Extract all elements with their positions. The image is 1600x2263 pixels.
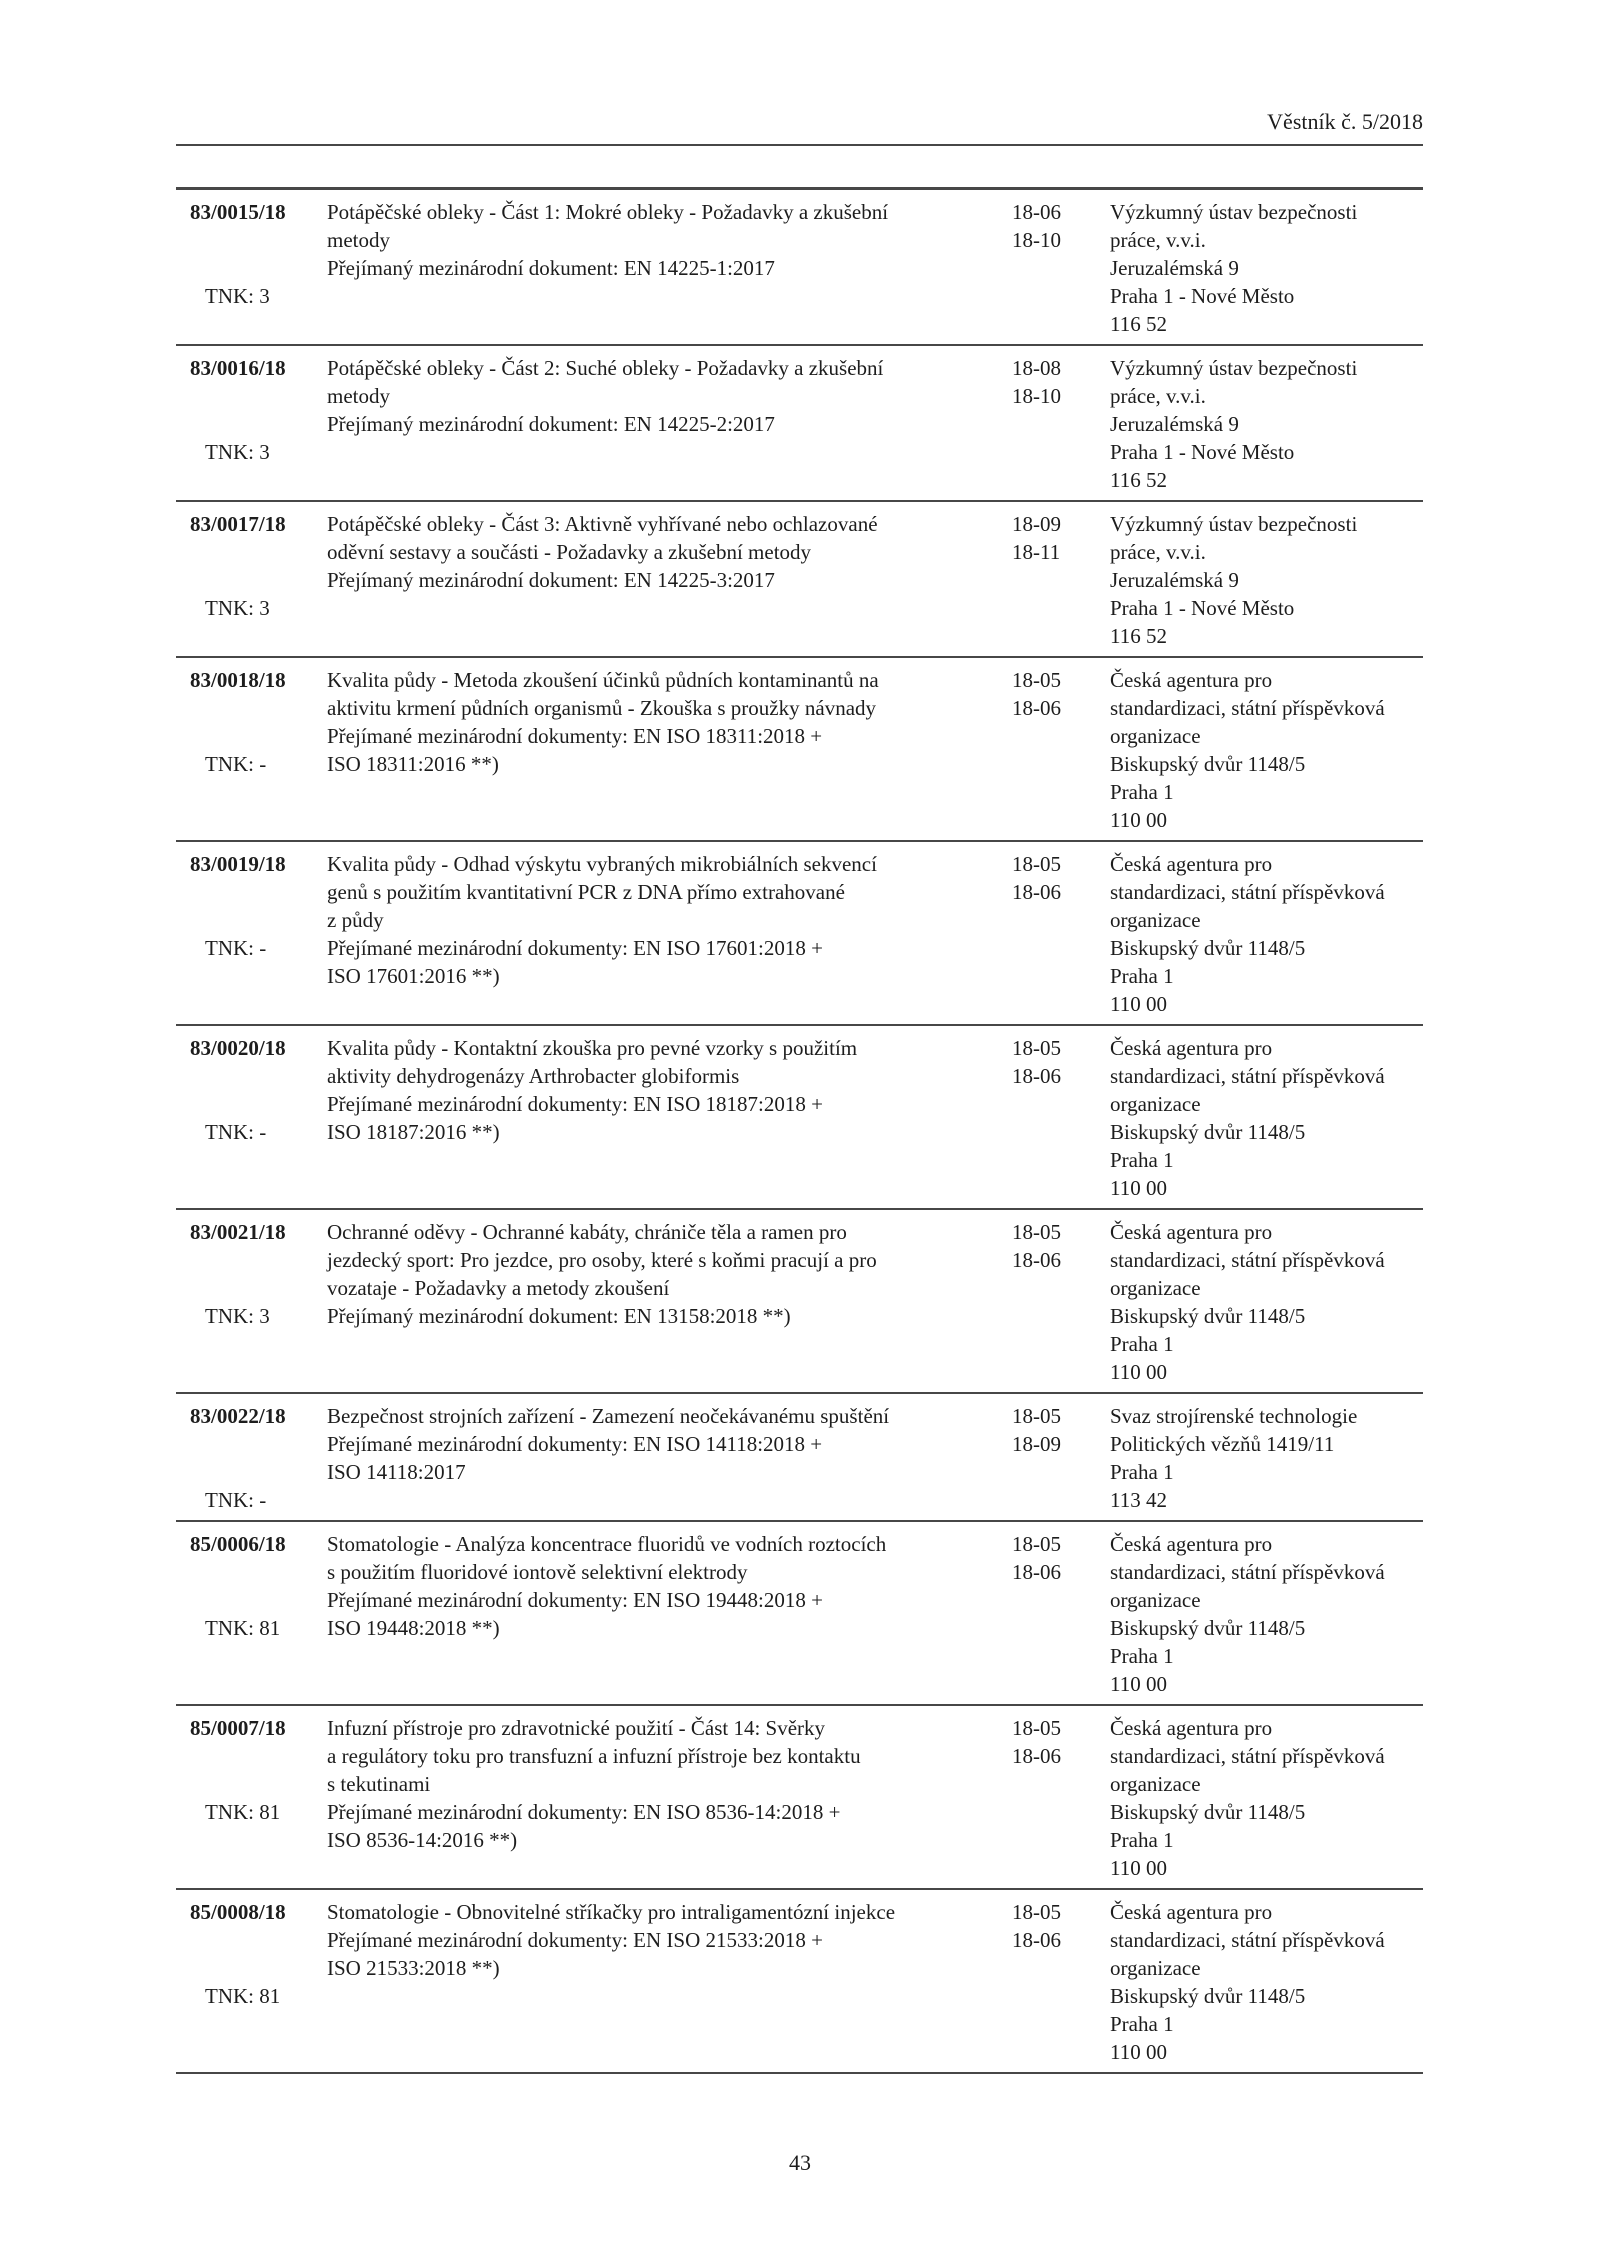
- description-line: aktivity dehydrogenázy Arthrobacter globiformis: [327, 1064, 740, 1088]
- organization-line: 110 00: [1110, 2040, 1167, 2064]
- organization-line: 110 00: [1110, 1672, 1167, 1696]
- description-line: oděvní sestavy a součásti - Požadavky a zkušební metody: [327, 540, 812, 564]
- organization-line: 110 00: [1110, 1176, 1167, 1200]
- organization-line: organizace: [1110, 908, 1201, 932]
- description-line: ISO 19448:2018 **): [327, 1616, 500, 1640]
- date-line: 18-06: [1012, 1744, 1061, 1768]
- description-line: metody: [327, 384, 390, 408]
- date-line: 18-09: [1012, 512, 1061, 536]
- standard-number: 83/0020/18: [190, 1036, 286, 1060]
- organization-line: Biskupský dvůr 1148/5: [1110, 1616, 1306, 1640]
- page-header-title: Věstník č. 5/2018: [1267, 109, 1423, 134]
- description-line: Přejímané mezinárodní dokumenty: EN ISO 14118:2018 +: [327, 1432, 823, 1456]
- organization-line: Praha 1 - Nové Město: [1110, 596, 1295, 620]
- description-line: Infuzní přístroje pro zdravotnické použití - Část 14: Svěrky: [327, 1716, 826, 1740]
- table-row: [176, 502, 1423, 658]
- organization-line: Výzkumný ústav bezpečnosti: [1110, 356, 1358, 380]
- table-row: [176, 1210, 1423, 1394]
- standard-description: [327, 1530, 1012, 1698]
- tnk-label: TNK: -: [205, 1488, 267, 1512]
- table-row: [176, 1706, 1423, 1890]
- date-line: 18-06: [1012, 696, 1061, 720]
- date-line: 18-06: [1012, 1064, 1061, 1088]
- description-line: ISO 17601:2016 **): [327, 964, 500, 988]
- standard-number: 83/0015/18: [190, 200, 286, 224]
- organization-line: Praha 1: [1110, 1332, 1174, 1356]
- description-line: aktivitu krmení půdních organismů - Zkouška s proužky návnady: [327, 696, 877, 720]
- description-line: Přejímané mezinárodní dokumenty: EN ISO 21533:2018 +: [327, 1928, 823, 1952]
- organization-line: Praha 1: [1110, 1828, 1174, 1852]
- dates-cell: [1012, 1034, 1110, 1202]
- description-line: Přejímaný mezinárodní dokument: EN 14225-1:2017: [327, 256, 775, 280]
- standard-number: 83/0017/18: [190, 512, 286, 536]
- table-row: [176, 1394, 1423, 1522]
- description-line: Potápěčské obleky - Část 1: Mokré obleky - Požadavky a zkušební: [327, 200, 889, 224]
- description-line: Potápěčské obleky - Část 3: Aktivně vyhřívané nebo ochlazované: [327, 512, 878, 536]
- organization-line: Jeruzalémská 9: [1110, 568, 1239, 592]
- description-line: Přejímané mezinárodní dokumenty: EN ISO 18187:2018 +: [327, 1092, 823, 1116]
- dates-cell: [1012, 1530, 1110, 1698]
- header-rule: [176, 144, 1423, 146]
- standards-table: [176, 187, 1423, 2074]
- organization-line: Jeruzalémská 9: [1110, 256, 1239, 280]
- organization-cell: [1110, 198, 1423, 338]
- organization-cell: [1110, 1898, 1423, 2066]
- organization-line: organizace: [1110, 724, 1201, 748]
- organization-cell: [1110, 510, 1423, 650]
- description-line: genů s použitím kvantitativní PCR z DNA přímo extrahované: [327, 880, 845, 904]
- standard-description: [327, 1714, 1012, 1882]
- date-line: 18-08: [1012, 356, 1061, 380]
- organization-line: Výzkumný ústav bezpečnosti: [1110, 512, 1358, 536]
- table-row: [176, 658, 1423, 842]
- standard-number: 85/0008/18: [190, 1900, 286, 1924]
- description-line: jezdecký sport: Pro jezdce, pro osoby, které s koňmi pracují a pro: [327, 1248, 877, 1272]
- tnk-label: TNK: 3: [205, 440, 270, 464]
- date-line: 18-06: [1012, 1248, 1061, 1272]
- description-line: a regulátory toku pro transfuzní a infuzní přístroje bez kontaktu: [327, 1744, 861, 1768]
- date-line: 18-05: [1012, 1404, 1061, 1428]
- organization-line: Praha 1: [1110, 1148, 1174, 1172]
- organization-line: 116 52: [1110, 312, 1167, 336]
- organization-line: Biskupský dvůr 1148/5: [1110, 752, 1306, 776]
- organization-line: standardizaci, státní příspěvková: [1110, 1928, 1385, 1952]
- organization-line: Biskupský dvůr 1148/5: [1110, 1800, 1306, 1824]
- description-line: Přejímaný mezinárodní dokument: EN 13158:2018 **): [327, 1304, 791, 1328]
- standard-description: [327, 1898, 1012, 2066]
- id-cell: [176, 354, 327, 494]
- organization-line: Praha 1: [1110, 1644, 1174, 1668]
- organization-line: práce, v.v.i.: [1110, 540, 1206, 564]
- standard-number: 85/0006/18: [190, 1532, 286, 1556]
- organization-line: Svaz strojírenské technologie: [1110, 1404, 1358, 1428]
- organization-line: Česká agentura pro: [1110, 1220, 1273, 1244]
- organization-line: standardizaci, státní příspěvková: [1110, 880, 1385, 904]
- date-line: 18-05: [1012, 1220, 1061, 1244]
- organization-line: standardizaci, státní příspěvková: [1110, 1064, 1385, 1088]
- organization-line: Praha 1: [1110, 1460, 1174, 1484]
- dates-cell: [1012, 1714, 1110, 1882]
- id-cell: [176, 1034, 327, 1202]
- organization-line: standardizaci, státní příspěvková: [1110, 1744, 1385, 1768]
- organization-line: Biskupský dvůr 1148/5: [1110, 1304, 1306, 1328]
- organization-line: organizace: [1110, 1588, 1201, 1612]
- standard-number: 83/0022/18: [190, 1404, 286, 1428]
- organization-line: 110 00: [1110, 808, 1167, 832]
- organization-cell: [1110, 354, 1423, 494]
- organization-cell: [1110, 1530, 1423, 1698]
- tnk-label: TNK: 3: [205, 1304, 270, 1328]
- description-line: Přejímané mezinárodní dokumenty: EN ISO 17601:2018 +: [327, 936, 823, 960]
- description-line: Přejímané mezinárodní dokumenty: EN ISO 19448:2018 +: [327, 1588, 823, 1612]
- description-line: Přejímaný mezinárodní dokument: EN 14225-3:2017: [327, 568, 775, 592]
- description-line: Přejímané mezinárodní dokumenty: EN ISO 8536-14:2018 +: [327, 1800, 841, 1824]
- organization-line: organizace: [1110, 1276, 1201, 1300]
- description-line: metody: [327, 228, 390, 252]
- date-line: 18-06: [1012, 1560, 1061, 1584]
- standard-description: [327, 1218, 1012, 1386]
- standard-description: [327, 850, 1012, 1018]
- description-line: ISO 14118:2017: [327, 1460, 466, 1484]
- id-cell: [176, 1530, 327, 1698]
- organization-cell: [1110, 850, 1423, 1018]
- id-cell: [176, 510, 327, 650]
- organization-line: 116 52: [1110, 624, 1167, 648]
- standard-number: 83/0021/18: [190, 1220, 286, 1244]
- id-cell: [176, 1402, 327, 1514]
- id-cell: [176, 198, 327, 338]
- organization-line: Česká agentura pro: [1110, 1716, 1273, 1740]
- dates-cell: [1012, 198, 1110, 338]
- page-number: 43: [789, 2150, 811, 2175]
- organization-line: práce, v.v.i.: [1110, 384, 1206, 408]
- standard-description: [327, 198, 1012, 338]
- description-line: Kvalita půdy - Kontaktní zkouška pro pevné vzorky s použitím: [327, 1036, 858, 1060]
- organization-line: Česká agentura pro: [1110, 1900, 1273, 1924]
- tnk-label: TNK: 81: [205, 1800, 281, 1824]
- organization-line: 110 00: [1110, 1360, 1167, 1384]
- standard-description: [327, 1034, 1012, 1202]
- description-line: Bezpečnost strojních zařízení - Zamezení neočekávanému spuštění: [327, 1404, 890, 1428]
- standard-number: 83/0016/18: [190, 356, 286, 380]
- standard-description: [327, 1402, 1012, 1514]
- standard-description: [327, 354, 1012, 494]
- organization-line: práce, v.v.i.: [1110, 228, 1206, 252]
- description-line: Ochranné oděvy - Ochranné kabáty, chrániče těla a ramen pro: [327, 1220, 847, 1244]
- date-line: 18-06: [1012, 880, 1061, 904]
- standard-number: 85/0007/18: [190, 1716, 286, 1740]
- dates-cell: [1012, 666, 1110, 834]
- standard-description: [327, 510, 1012, 650]
- organization-line: 116 52: [1110, 468, 1167, 492]
- organization-line: Praha 1: [1110, 964, 1174, 988]
- description-line: s tekutinami: [327, 1772, 431, 1796]
- organization-line: Výzkumný ústav bezpečnosti: [1110, 200, 1358, 224]
- tnk-label: TNK: -: [205, 936, 267, 960]
- id-cell: [176, 1714, 327, 1882]
- description-line: Přejímané mezinárodní dokumenty: EN ISO 18311:2018 +: [327, 724, 823, 748]
- organization-line: 110 00: [1110, 992, 1167, 1016]
- date-line: 18-05: [1012, 852, 1061, 876]
- description-line: Kvalita půdy - Odhad výskytu vybraných mikrobiálních sekvencí: [327, 852, 877, 876]
- organization-cell: [1110, 1714, 1423, 1882]
- table-row: [176, 190, 1423, 346]
- date-line: 18-11: [1012, 540, 1061, 564]
- organization-line: Jeruzalémská 9: [1110, 412, 1239, 436]
- organization-line: Politických vězňů 1419/11: [1110, 1432, 1335, 1456]
- organization-cell: [1110, 1402, 1423, 1514]
- dates-cell: [1012, 510, 1110, 650]
- organization-line: Praha 1: [1110, 2012, 1174, 2036]
- organization-line: standardizaci, státní příspěvková: [1110, 1248, 1385, 1272]
- organization-line: 113 42: [1110, 1488, 1167, 1512]
- id-cell: [176, 1218, 327, 1386]
- table-row: [176, 1890, 1423, 2074]
- description-line: ISO 18311:2016 **): [327, 752, 499, 776]
- date-line: 18-06: [1012, 200, 1061, 224]
- organization-cell: [1110, 1034, 1423, 1202]
- date-line: 18-05: [1012, 1900, 1061, 1924]
- id-cell: [176, 850, 327, 1018]
- description-line: ISO 8536-14:2016 **): [327, 1828, 518, 1852]
- standard-number: 83/0019/18: [190, 852, 286, 876]
- organization-line: organizace: [1110, 1772, 1201, 1796]
- dates-cell: [1012, 1898, 1110, 2066]
- organization-line: 110 00: [1110, 1856, 1167, 1880]
- organization-line: Praha 1 - Nové Město: [1110, 284, 1295, 308]
- description-line: Kvalita půdy - Metoda zkoušení účinků půdních kontaminantů na: [327, 668, 879, 692]
- table-row: [176, 1026, 1423, 1210]
- organization-line: Biskupský dvůr 1148/5: [1110, 1984, 1306, 2008]
- organization-line: standardizaci, státní příspěvková: [1110, 696, 1385, 720]
- tnk-label: TNK: 81: [205, 1984, 281, 2008]
- organization-line: Biskupský dvůr 1148/5: [1110, 1120, 1306, 1144]
- dates-cell: [1012, 1402, 1110, 1514]
- description-line: ISO 21533:2018 **): [327, 1956, 500, 1980]
- organization-line: Česká agentura pro: [1110, 668, 1273, 692]
- table-row: [176, 1522, 1423, 1706]
- date-line: 18-05: [1012, 1532, 1061, 1556]
- organization-line: Praha 1: [1110, 780, 1174, 804]
- description-line: Přejímaný mezinárodní dokument: EN 14225-2:2017: [327, 412, 775, 436]
- tnk-label: TNK: 3: [205, 284, 270, 308]
- table-row: [176, 842, 1423, 1026]
- tnk-label: TNK: -: [205, 1120, 267, 1144]
- organization-line: Česká agentura pro: [1110, 1036, 1273, 1060]
- id-cell: [176, 1898, 327, 2066]
- description-line: s použitím fluoridové iontově selektivní elektrody: [327, 1560, 748, 1584]
- date-line: 18-09: [1012, 1432, 1061, 1456]
- date-line: 18-06: [1012, 1928, 1061, 1952]
- organization-cell: [1110, 1218, 1423, 1386]
- description-line: vozataje - Požadavky a metody zkoušení: [327, 1276, 670, 1300]
- description-line: z půdy: [327, 908, 384, 932]
- id-cell: [176, 666, 327, 834]
- organization-line: Biskupský dvůr 1148/5: [1110, 936, 1306, 960]
- standard-description: [327, 666, 1012, 834]
- date-line: 18-10: [1012, 384, 1061, 408]
- organization-line: organizace: [1110, 1092, 1201, 1116]
- standard-number: 83/0018/18: [190, 668, 286, 692]
- date-line: 18-05: [1012, 1036, 1061, 1060]
- organization-line: Česká agentura pro: [1110, 852, 1273, 876]
- description-line: ISO 18187:2016 **): [327, 1120, 500, 1144]
- organization-line: standardizaci, státní příspěvková: [1110, 1560, 1385, 1584]
- dates-cell: [1012, 850, 1110, 1018]
- tnk-label: TNK: 81: [205, 1616, 281, 1640]
- date-line: 18-05: [1012, 1716, 1061, 1740]
- organization-line: Praha 1 - Nové Město: [1110, 440, 1295, 464]
- tnk-label: TNK: 3: [205, 596, 270, 620]
- tnk-label: TNK: -: [205, 752, 267, 776]
- organization-cell: [1110, 666, 1423, 834]
- table-row: [176, 346, 1423, 502]
- dates-cell: [1012, 1218, 1110, 1386]
- organization-line: Česká agentura pro: [1110, 1532, 1273, 1556]
- dates-cell: [1012, 354, 1110, 494]
- date-line: 18-05: [1012, 668, 1061, 692]
- organization-line: organizace: [1110, 1956, 1201, 1980]
- description-line: Potápěčské obleky - Část 2: Suché obleky - Požadavky a zkušební: [327, 356, 884, 380]
- description-line: Stomatologie - Analýza koncentrace fluoridů ve vodních roztocích: [327, 1532, 887, 1556]
- date-line: 18-10: [1012, 228, 1061, 252]
- description-line: Stomatologie - Obnovitelné stříkačky pro intraligamentózní injekce: [327, 1900, 896, 1924]
